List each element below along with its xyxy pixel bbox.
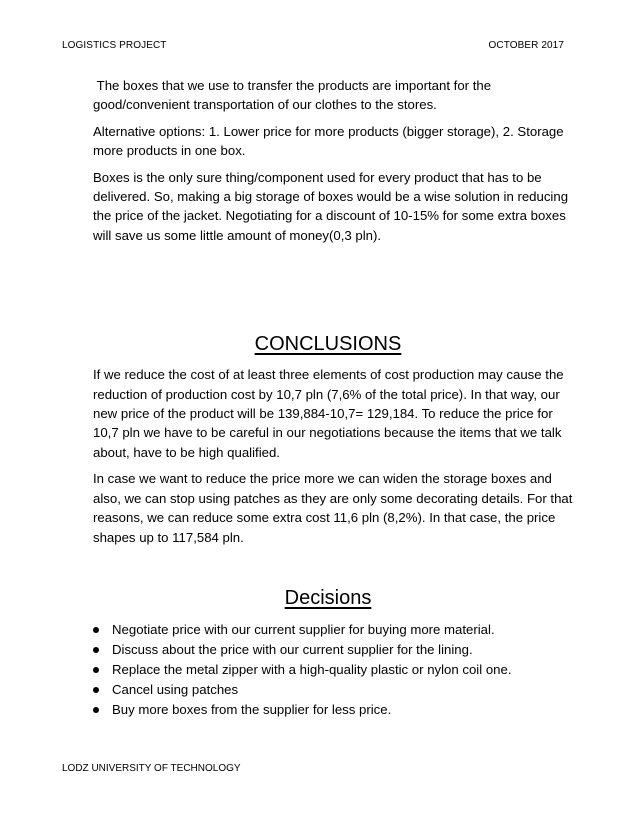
page-body (93, 76, 573, 720)
conclusions-paragraph-1: If we reduce the cost of at least three elements of cost production may cause the reduction of production cost by 10,7 pln (7,6% of the total price). In that way, our new price of the product will be 139,884-10,7= 129,184. To reduce the price for 10,7 pln we have to be careful in our negotiations because the items that we talk about, have to be high qualified. (93, 367, 564, 460)
footer-institution: LODZ UNIVERSITY OF TECHNOLOGY (62, 763, 241, 774)
conclusions-heading: CONCLUSIONS (254, 333, 402, 356)
decision-item-text: Cancel using patches (112, 681, 239, 697)
decision-item (93, 620, 573, 640)
decision-item (93, 640, 573, 660)
intro-paragraph-storage: Boxes is the only sure thing/component used for every product that has to be delivered. So, making a big storage of boxes would be a wise solution in reducing the price of the jacket. Negotiating for a discount of 10-15% for some extra boxes will save us some little amount of money(0,3 pln). (93, 169, 569, 243)
decision-item-text: Negotiate price with our current supplier for buying more material. (112, 621, 495, 637)
header-date: OCTOBER 2017 (488, 40, 564, 51)
bullet-icon (93, 627, 99, 633)
bullet-icon (93, 707, 99, 713)
decision-item-text: Buy more boxes from the supplier for less price. (112, 701, 392, 717)
bullet-icon (93, 647, 99, 653)
conclusions-paragraph-2: In case we want to reduce the price more we can widen the storage boxes and also, we can stop using patches as they are only some decorating details. For that reasons, we can reduce some extra cost 11,6 pln (8,2%). In that case, the price shapes up to 117,584 pln. (93, 471, 573, 545)
intro-paragraph-boxes: The boxes that we use to transfer the products are important for the good/convenient transportation of our clothes to the stores. (93, 78, 495, 113)
decision-item-text: Replace the metal zipper with a high-quality plastic or nylon coil one. (112, 661, 512, 677)
intro-paragraph-alternatives: Alternative options: 1. Lower price for more products (bigger storage), 2. Storage more products in one box. (93, 123, 564, 159)
bullet-icon (93, 687, 99, 693)
header-project-title: LOGISTICS PROJECT (62, 40, 167, 51)
decision-item (93, 680, 573, 700)
decision-item (93, 700, 573, 720)
decision-item-text: Discuss about the price with our current supplier for the lining. (112, 641, 473, 657)
decision-item (93, 660, 573, 680)
decisions-heading: Decisions (284, 586, 372, 609)
bullet-icon (93, 667, 99, 673)
decisions-list (93, 620, 573, 720)
